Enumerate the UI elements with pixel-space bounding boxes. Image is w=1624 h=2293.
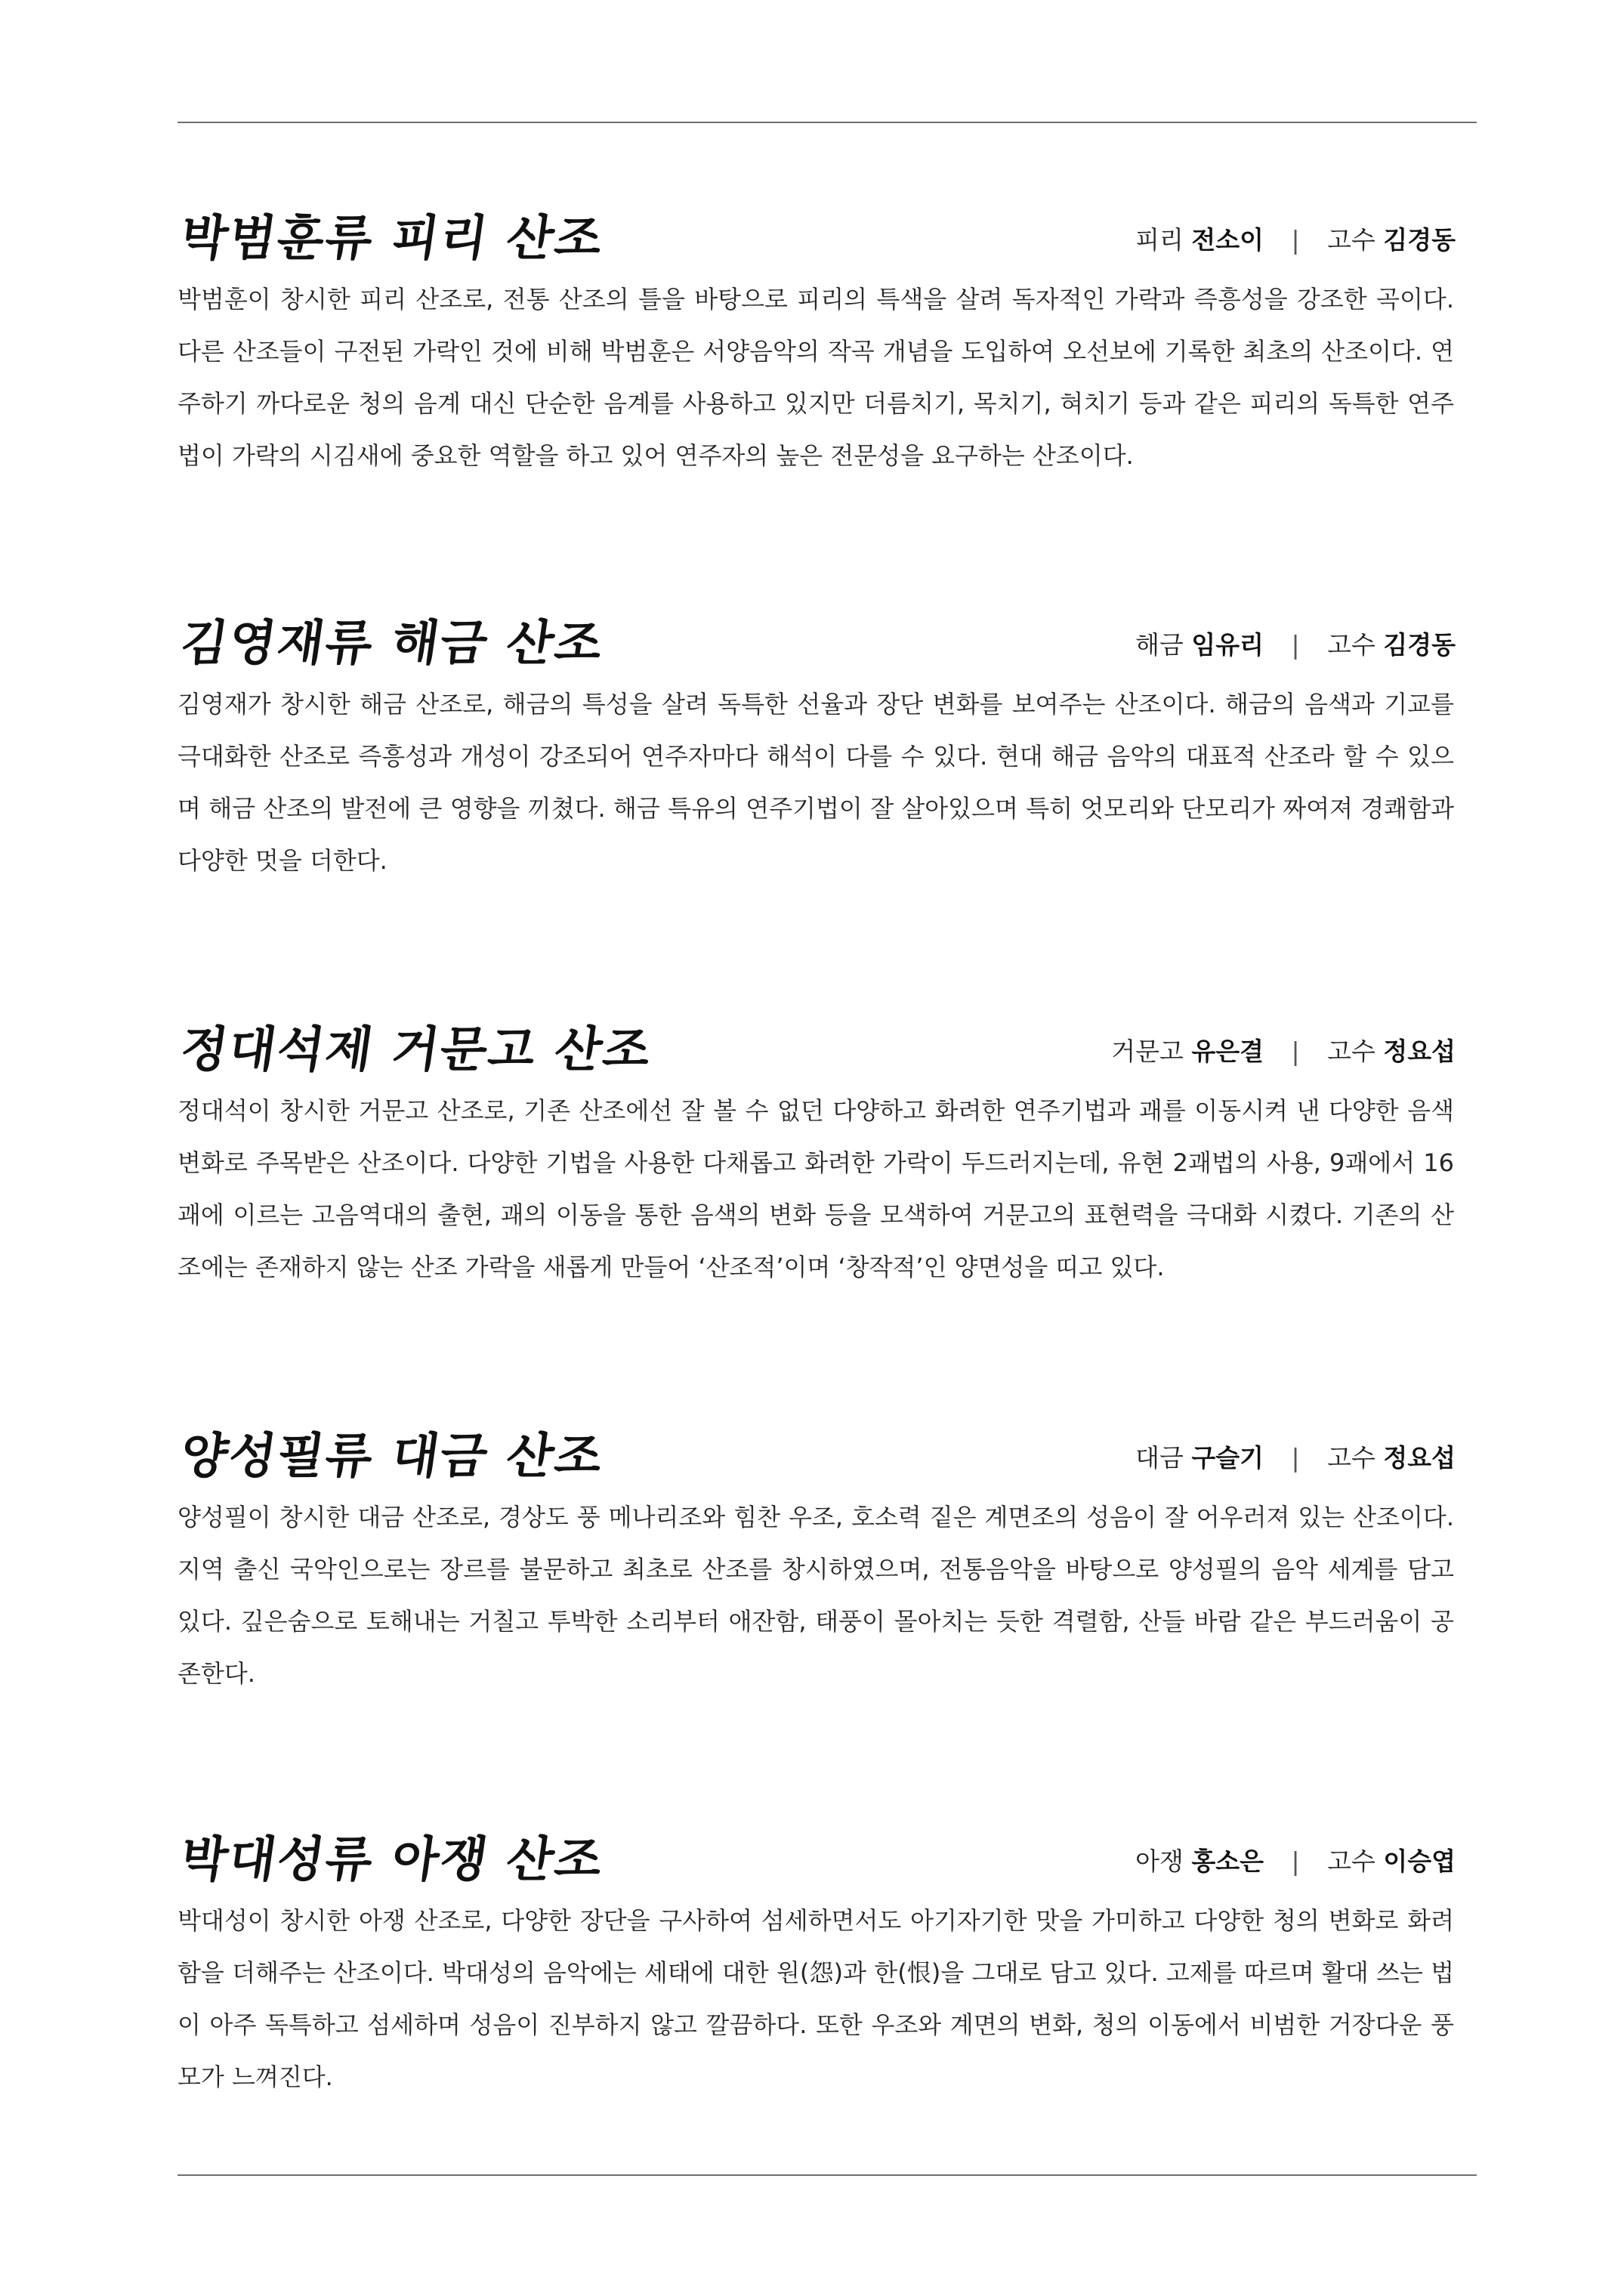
drummer-label: 고수 xyxy=(1327,1846,1375,1876)
piece-description: 정대석이 창시한 거문고 산조로, 기존 산조에선 잘 볼 수 없던 다양하고 화려한 연주기법과 괘를 이동시켜 낸 다양한 음색 변화로 주목받은 산조이다. 다양한 기법을 사용한 다채롭고 화려한 가락이 두드러지는데, 유현 2괘법의 사용, 9괘에서 16괘에 이르는 고음역대의 출현, 괘의 이동을 통한 음색의 변화 등을 모색하여 거문고의 표현력을 극대화 시켰다. 기존의 산조에는 존재하지 않는 산조 가락을 새롭게 만들어 ‘산조적’이며 ‘창작적’인 양면성을 띠고 있다. xyxy=(178,1096,1454,1281)
credit-separator: | xyxy=(1291,1443,1300,1473)
performer-credits xyxy=(1135,225,1456,255)
instrument-label: 대금 xyxy=(1135,1443,1184,1473)
performer-name: 유은결 xyxy=(1191,1037,1264,1066)
drummer-label: 고수 xyxy=(1327,630,1375,660)
program-item-header xyxy=(177,195,1477,267)
program-item-geomungo xyxy=(178,1006,1477,1293)
piece-title: 양성필류 대금 산조 xyxy=(177,1428,607,1485)
top-divider xyxy=(178,122,1477,123)
bottom-divider xyxy=(178,2174,1477,2176)
performer-credits xyxy=(1111,1039,1456,1064)
instrument-label: 해금 xyxy=(1135,630,1184,660)
piece-description: 김영재가 창시한 해금 산조로, 해금의 특성을 살려 독특한 선율과 장단 변화를 보여주는 산조이다. 해금의 음색과 기교를 극대화한 산조로 즉흥성과 개성이 강조되어 연주자마다 해석이 다를 수 있다. 현대 해금 음악의 대표적 산조라 할 수 있으며 해금 산조의 발전에 큰 영향을 끼쳤다. 해금 특유의 연주기법이 잘 살아있으며 특히 엇모리와 단모리가 짜여져 경쾌함과 다양한 멋을 더한다. xyxy=(178,690,1454,875)
drummer-name: 김경동 xyxy=(1383,630,1456,660)
program-item-header xyxy=(177,600,1477,672)
piece-description: 박대성이 창시한 아쟁 산조로, 다양한 장단을 구사하여 섬세하면서도 아기자기한 맛을 가미하고 다양한 청의 변화로 화려함을 더해주는 산조이다. 박대성의 음악에는 세태에 대한 원(怨)과 한(恨)을 그대로 담고 있다. 고제를 따르며 활대 쓰는 법이 아주 독특하고 섬세하며 성음이 진부하지 않고 깔끔하다. 또한 우조와 계면의 변화, 청의 이동에서 비범한 거장다운 풍모가 느껴진다. xyxy=(178,1906,1454,2091)
performer-name: 전소이 xyxy=(1191,225,1264,255)
drummer-label: 고수 xyxy=(1327,1443,1375,1473)
credit-separator: | xyxy=(1291,630,1300,660)
program-item-haegeum xyxy=(178,600,1477,887)
program-item-piri xyxy=(178,195,1477,482)
instrument-label: 거문고 xyxy=(1111,1037,1184,1066)
drummer-name: 김경동 xyxy=(1383,225,1456,255)
piece-description: 양성필이 창시한 대금 산조로, 경상도 풍 메나리조와 힘찬 우조, 호소력 짙은 계면조의 성음이 잘 어우러져 있는 산조이다. 지역 출신 국악인으로는 장르를 불문하고 최초로 산조를 창시하였으며, 전통음악을 바탕으로 양성필의 음악 세계를 담고 있다. 깊은숨으로 토해내는 거칠고 투박한 소리부터 애잔함, 태풍이 몰아치는 듯한 격렬함, 산들 바람 같은 부드러움이 공존한다. xyxy=(178,1503,1454,1688)
piece-title: 정대석제 거문고 산조 xyxy=(177,1021,656,1078)
performer-name: 임유리 xyxy=(1191,630,1264,660)
program-item-ajaeng xyxy=(178,1816,1477,2103)
performer-name: 홍소은 xyxy=(1191,1846,1264,1876)
program-item-daegeum xyxy=(178,1413,1477,1700)
drummer-name: 정요섭 xyxy=(1383,1443,1456,1473)
performer-name: 구슬기 xyxy=(1191,1443,1264,1473)
credit-separator: | xyxy=(1291,1037,1300,1066)
piece-title: 박대성류 아쟁 산조 xyxy=(177,1831,607,1888)
performer-credits xyxy=(1135,630,1456,660)
piece-description: 박범훈이 창시한 피리 산조로, 전통 산조의 틀을 바탕으로 피리의 특색을 살려 독자적인 가락과 즉흥성을 강조한 곡이다. 다른 산조들이 구전된 가락인 것에 비해 박범훈은 서양음악의 작곡 개념을 도입하여 오선보에 기록한 최초의 산조이다. 연주하기 까다로운 청의 음계 대신 단순한 음계를 사용하고 있지만 더름치기, 목치기, 혀치기 등과 같은 피리의 독특한 연주법이 가락의 시김새에 중요한 역할을 하고 있어 연주자의 높은 전문성을 요구하는 산조이다. xyxy=(178,285,1454,470)
drummer-label: 고수 xyxy=(1327,1037,1375,1066)
performer-credits xyxy=(1135,1846,1456,1876)
drummer-name: 정요섭 xyxy=(1383,1037,1456,1066)
drummer-label: 고수 xyxy=(1327,225,1375,255)
program-item-header xyxy=(177,1413,1477,1485)
credit-separator: | xyxy=(1291,225,1300,255)
program-item-header xyxy=(177,1816,1477,1888)
credit-separator: | xyxy=(1291,1846,1300,1876)
piece-title: 박범훈류 피리 산조 xyxy=(177,210,607,267)
performer-credits xyxy=(1135,1443,1456,1473)
drummer-name: 이승엽 xyxy=(1383,1846,1456,1876)
instrument-label: 아쟁 xyxy=(1135,1846,1184,1876)
piece-title: 김영재류 해금 산조 xyxy=(177,615,607,672)
program-item-header xyxy=(177,1006,1477,1078)
instrument-label: 피리 xyxy=(1135,225,1184,255)
